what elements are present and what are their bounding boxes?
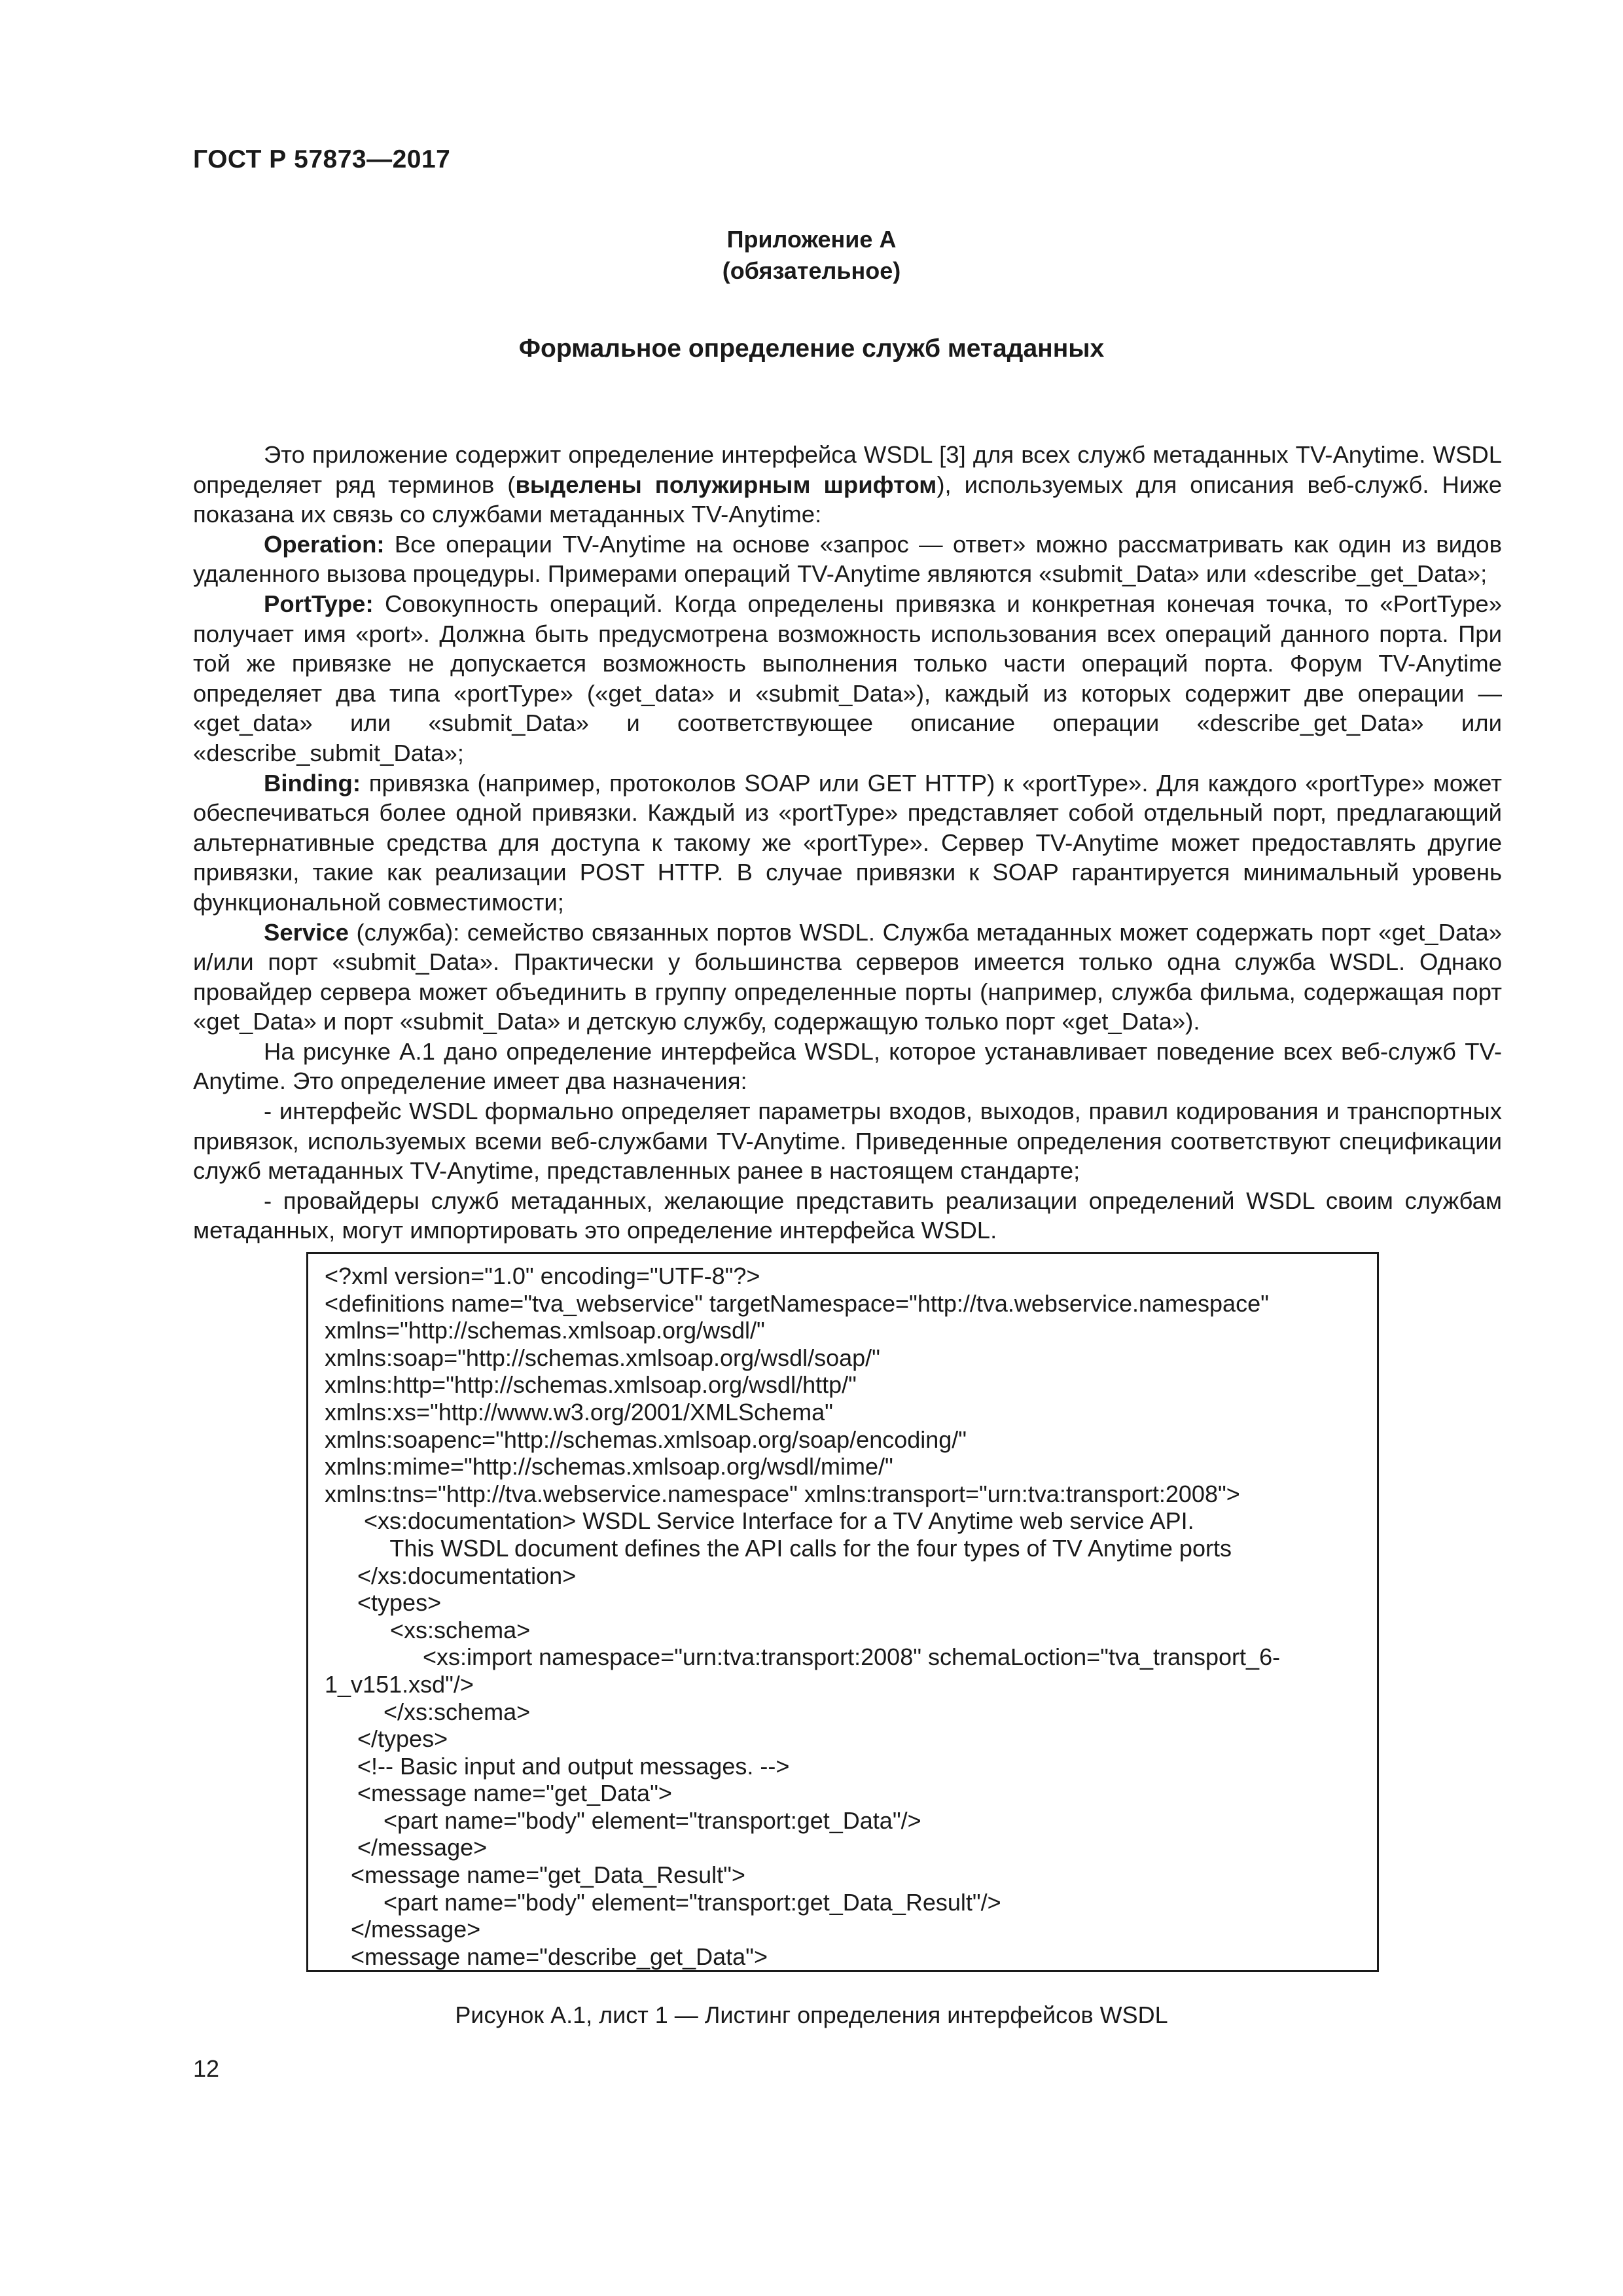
code-line: </xs:schema> — [325, 1698, 531, 1725]
code-line: This WSDL document defines the API calls for the four types of TV Anytime ports — [325, 1534, 1232, 1562]
code-line: <xs:import namespace="urn:tva:transport:2008" schemaLoction="tva_transport_6- — [325, 1643, 1281, 1671]
operation-definition: Operation: Все операции TV-Anytime на основе «запрос — ответ» можно рассматривать как один из видов удаленного вызова процедуры. Примерами операций TV-Anytime являются «submit_Data» или «describe_get_Data»; — [193, 530, 1502, 588]
term-binding: Binding: — [264, 769, 361, 797]
annex-status: (обязательное) — [722, 257, 901, 284]
intro-paragraph: Это приложение содержит определение интерфейса WSDL [3] для всех служб метаданных TV-Anytime. WSDL определяет ряд терминов (выделены полужирным шрифтом), используемых для описания веб-служб. Ниже показана их связь со службами метаданных TV-Anytime: — [193, 441, 1503, 528]
code-line: <types> — [325, 1589, 442, 1617]
code-line: <!-- Basic input and output messages. --> — [325, 1752, 790, 1780]
term-operation: Operation: — [264, 530, 385, 558]
code-line: </message> — [325, 1834, 488, 1861]
figure-reference-paragraph: На рисунке А.1 дано определение интерфейса WSDL, которое устанавливает поведение всех веб-служб TV-Anytime. Это определение имеет два назначения: — [193, 1037, 1502, 1095]
code-line: xmlns:xs="http://www.w3.org/2001/XMLSchema" — [325, 1398, 833, 1426]
code-line: 1_v151.xsd"/> — [325, 1670, 474, 1698]
code-line: <part name="body" element="transport:get_Data"/> — [325, 1806, 921, 1834]
code-line: xmlns="http://schemas.xmlsoap.org/wsdl/" — [325, 1317, 765, 1344]
figure-caption: Рисунок А.1, лист 1 — Листинг определения интерфейсов WSDL — [455, 2001, 1168, 2028]
annex-title-block — [0, 224, 1623, 287]
binding-definition: Binding: привязка (например, протоколов SOAP или GET HTTP) к «portType». Для каждого «portType» может обеспечиваться более одной привязки. Каждый из «portType» представляет собой отдельный порт, предлагающий альтернативные средства для доступа к такому же «portType». Сервер TV-Anytime может предоставлять другие привязки, такие как реализации POST HTTP. В случае привязки к SOAP гарантируется минимальный уровень функциональной совместимости; — [193, 769, 1502, 916]
code-line: xmlns:http="http://schemas.xmlsoap.org/wsdl/http/" — [325, 1371, 857, 1399]
code-line: <definitions name="tva_webservice" targetNamespace="http://tva.webservice.namespace" — [325, 1289, 1269, 1317]
code-line: </xs:documentation> — [325, 1562, 577, 1589]
term-service: Service — [264, 918, 349, 946]
purpose-bullet-2: - провайдеры служб метаданных, желающие представить реализации определений WSDL своим службам метаданных, могут импортировать это определение интерфейса WSDL. — [193, 1187, 1502, 1244]
code-line: xmlns:mime="http://schemas.xmlsoap.org/wsdl/mime/" — [325, 1453, 893, 1480]
code-line: xmlns:tns="http://tva.webservice.namespace" xmlns:transport="urn:tva:transport:2008"> — [325, 1480, 1240, 1507]
body-text — [193, 440, 1502, 1246]
annex-title: Приложение А — [726, 226, 897, 253]
code-line: xmlns:soap="http://schemas.xmlsoap.org/wsdl/soap/" — [325, 1344, 880, 1371]
page-number: 12 — [193, 2055, 220, 2082]
document-header: ГОСТ Р 57873—2017 — [193, 145, 451, 173]
code-line: <message name="get_Data"> — [325, 1780, 672, 1807]
code-line: <xs:schema> — [325, 1616, 531, 1643]
code-line: </types> — [325, 1725, 448, 1753]
code-line: <?xml version="1.0" encoding="UTF-8"?> — [325, 1263, 760, 1289]
code-line: <message name="describe_get_Data"> — [325, 1943, 768, 1970]
code-line: <xs:documentation> WSDL Service Interface for a TV Anytime web service API. — [325, 1507, 1194, 1535]
section-title: Формальное определение служб метаданных — [518, 334, 1105, 363]
term-porttype: PortType: — [264, 590, 374, 617]
purpose-bullet-1: - интерфейс WSDL формально определяет параметры входов, выходов, правил кодирования и транспортных привязок, используемых всеми веб-службами TV-Anytime. Приведенные определения соответствуют спецификации служб метаданных TV-Anytime, представленных ранее в настоящем стандарте; — [193, 1098, 1502, 1185]
code-line: </message> — [325, 1916, 481, 1943]
code-line: <message name="get_Data_Result"> — [325, 1861, 745, 1889]
code-line: <part name="body" element="transport:get_Data_Result"/> — [325, 1888, 1001, 1916]
wsdl-code-listing — [325, 1263, 1359, 1970]
code-line: xmlns:soapenc="http://schemas.xmlsoap.org/soap/encoding/" — [325, 1426, 967, 1453]
bold-emphasis: выделены полужирным шрифтом — [515, 471, 937, 498]
service-definition: Service (служба): семейство связанных портов WSDL. Служба метаданных может содержать порт «get_Data» и/или порт «submit_Data». Практически у большинства серверов имеется только одна служба WSDL. Однако провайдер сервера может объединить в группу определенные порты (например, служба фильма, содержащая порт «get_Data» и порт «submit_Data» и детскую службу, содержащую только порт «get_Data»). — [193, 918, 1502, 1035]
porttype-definition: PortType: Совокупность операций. Когда определены привязка и конкретная конечая точка, то «PortType» получает имя «port». Должна быть предусмотрена возможность использования всех операций данного порта. При той же привязке не допускается возможность выполнения только части операций порта. Форум TV-Anytime определяет два типа «portType» («get_data» и «submit_Data»), каждый из которых содержит две операции — «get_data» или «submit_Data» и соответствующее описание операции «describe_get_Data» или «describe_submit_Data»; — [193, 590, 1502, 766]
